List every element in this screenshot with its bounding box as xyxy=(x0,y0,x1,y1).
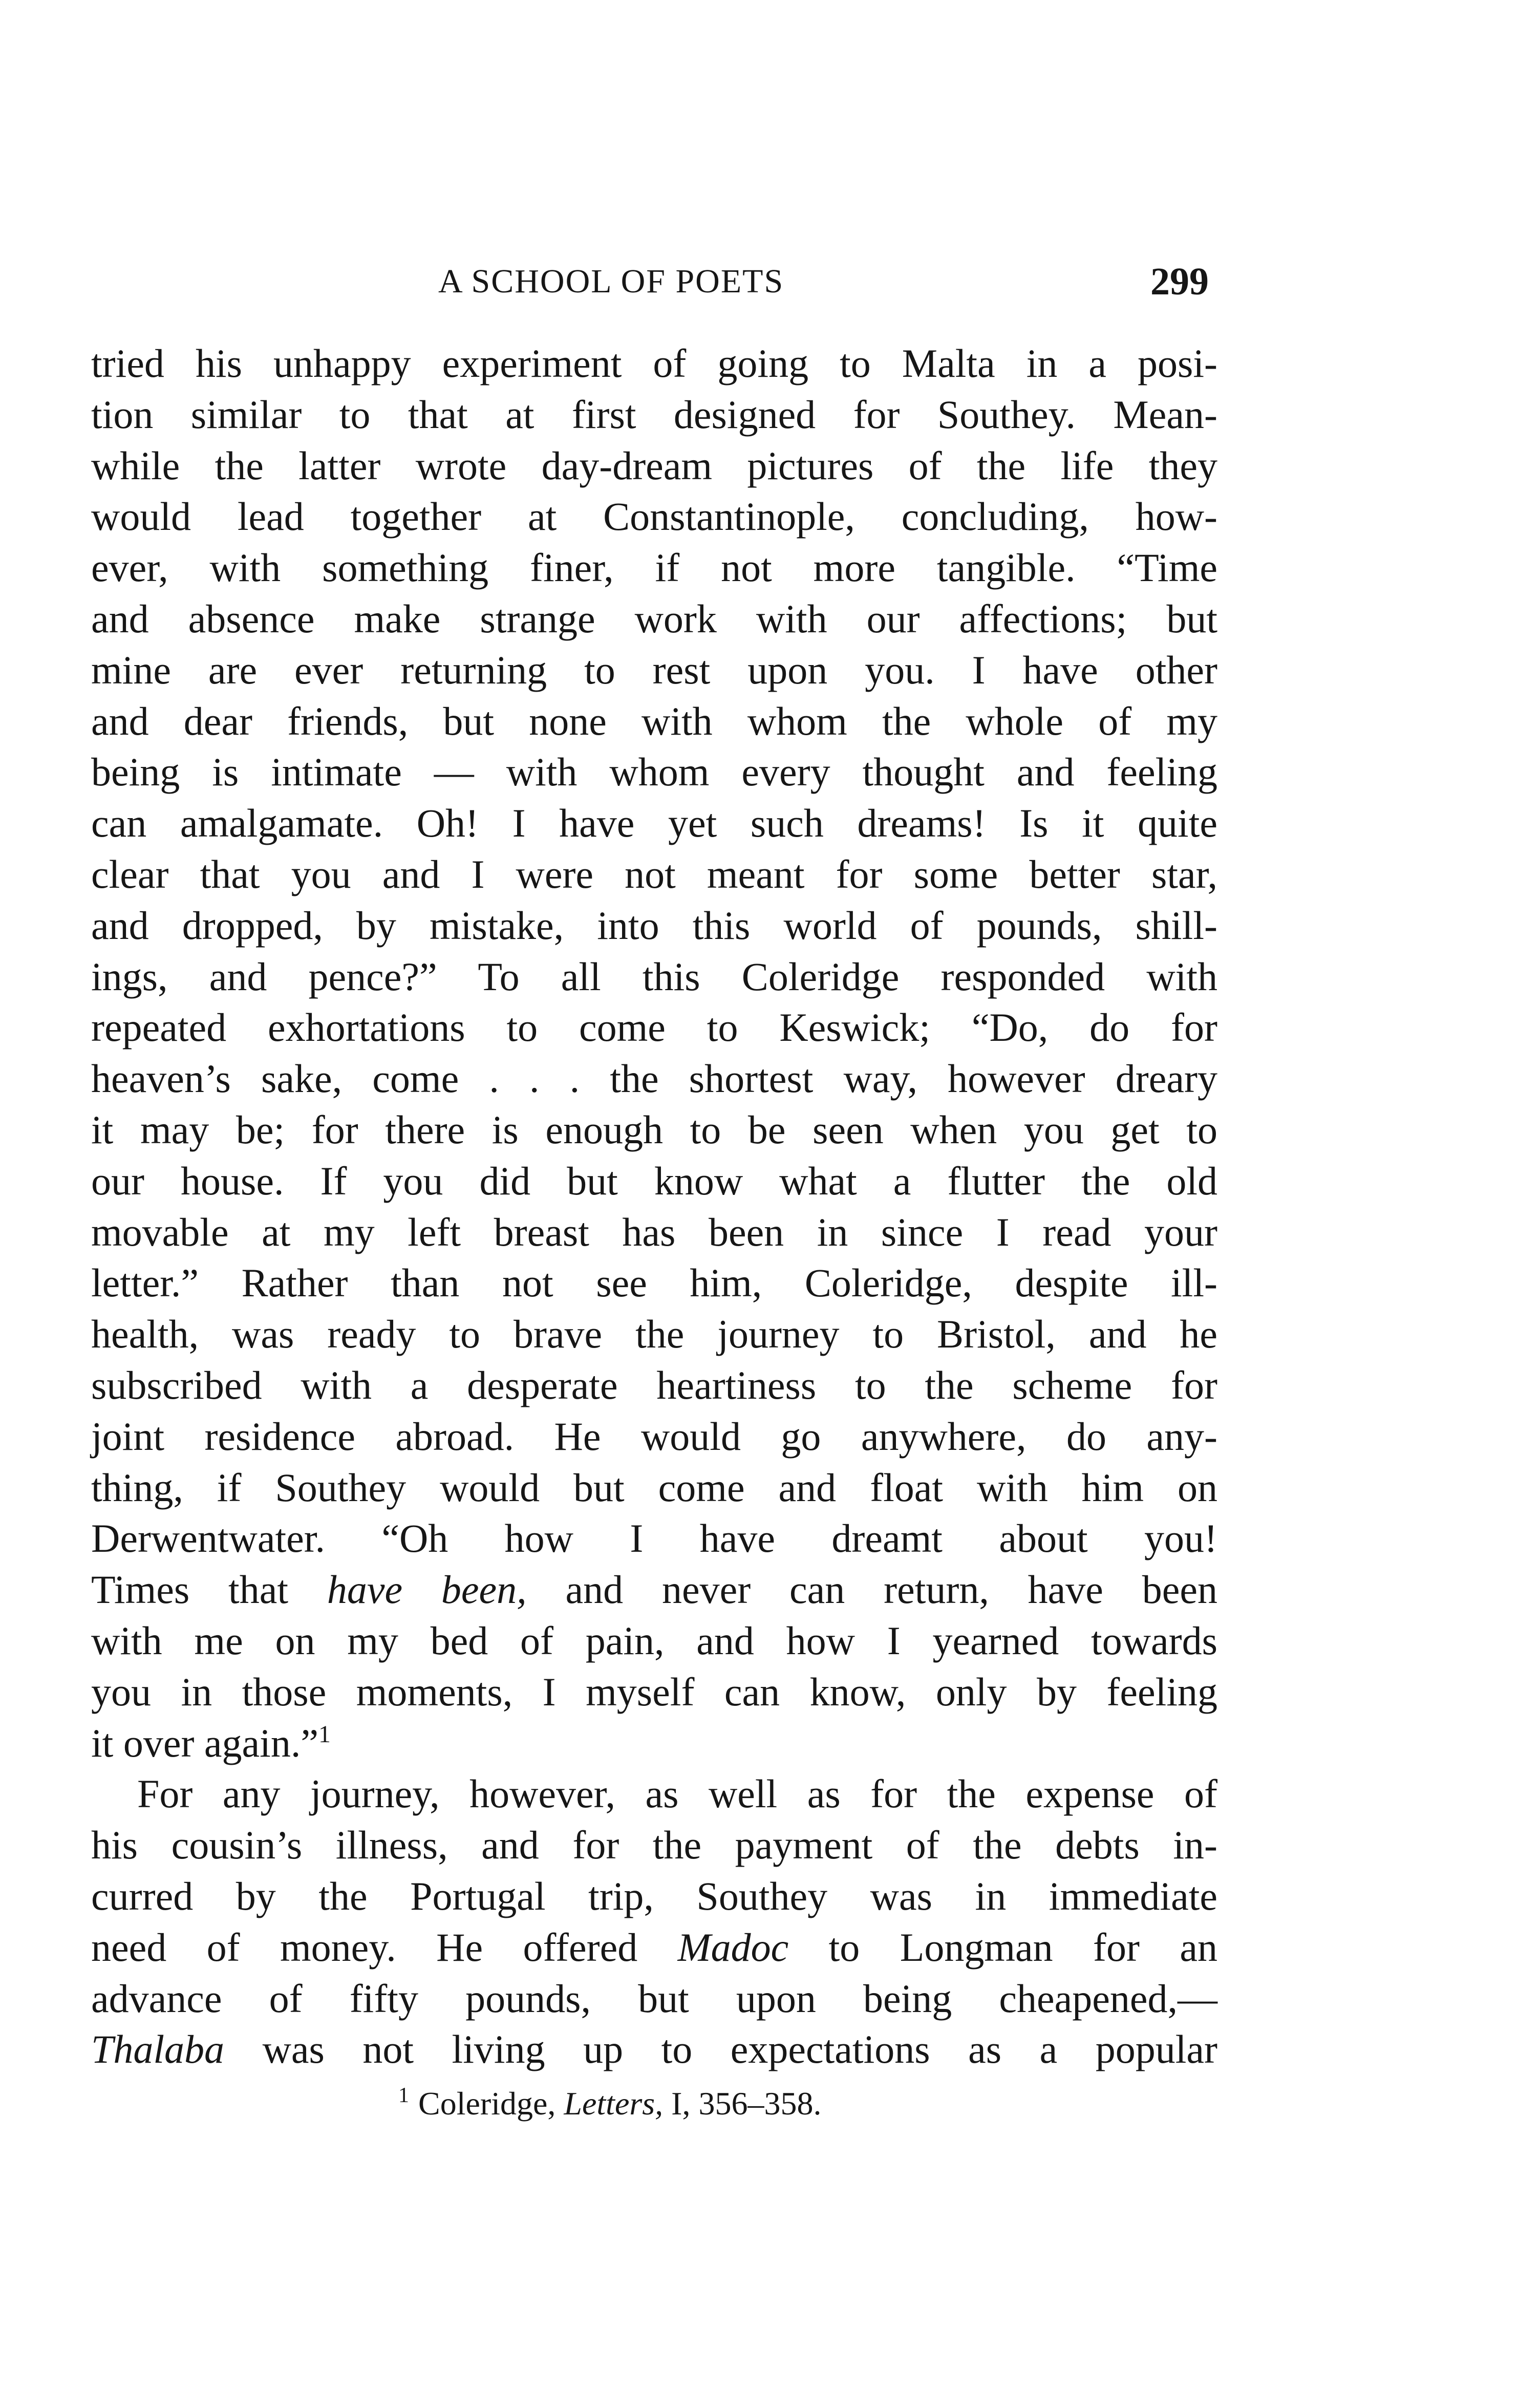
text-line: clear that you and I were not meant for some better star, xyxy=(91,851,1217,896)
footnote-number: 1 xyxy=(398,2084,409,2107)
text-line: joint residence abroad. He would go anywhere, do any- xyxy=(91,1414,1217,1459)
text-line: and dropped, by mistake, into this world of pounds, shill- xyxy=(91,903,1217,948)
text-line xyxy=(91,1564,1217,1615)
text-line: ever, with something finer, if not more tangible. “Time xyxy=(91,545,1217,590)
running-header xyxy=(0,259,1540,305)
italic-text: have been, xyxy=(327,1567,527,1612)
text-line: Derwentwater. “Oh how I have dreamt about you! xyxy=(91,1516,1217,1561)
text-segment: and never can return, have been xyxy=(526,1567,1218,1612)
text-line: can amalgamate. Oh! I have yet such dreams! Is it quite xyxy=(91,801,1217,846)
text-line: subscribed with a desperate heartiness to the scheme for xyxy=(91,1362,1217,1407)
footnote-italic: Letters, xyxy=(564,2085,664,2122)
text-line: letter.” Rather than not see him, Coleridge, despite ill- xyxy=(91,1260,1217,1306)
text-line: you in those moments, I myself can know, only by feeling xyxy=(91,1669,1217,1714)
text-line: curred by the Portugal trip, Southey was in immediate xyxy=(91,1873,1217,1918)
text-line: health, was ready to brave the journey to Bristol, and he xyxy=(91,1312,1217,1357)
text-line xyxy=(91,1718,1217,1769)
text-line: our house. If you did but know what a flutter the old xyxy=(91,1158,1217,1203)
text-line: and absence make strange work with our affections; but xyxy=(91,596,1217,641)
text-line: heaven’s sake, come . . . the shortest way, however dreary xyxy=(91,1056,1217,1101)
text-line: while the latter wrote day-dream pictures of the life they xyxy=(91,443,1217,488)
footnote-text: Coleridge, xyxy=(418,2085,564,2122)
text-segment: to Longman for an xyxy=(788,1924,1217,1970)
text-line: ings, and pence?” To all this Coleridge responded with xyxy=(91,954,1217,999)
italic-text: Madoc xyxy=(677,1924,789,1970)
text-line: it may be; for there is enough to be seen when you get to xyxy=(91,1107,1217,1152)
footnote-reference: 1 xyxy=(318,1720,331,1748)
text-segment: was not living up to expectations as a popular xyxy=(224,2027,1217,2072)
italic-text: Thalaba xyxy=(91,2027,225,2072)
running-title: A SCHOOL OF POETS xyxy=(438,263,784,300)
text-line: with me on my bed of pain, and how I yearned towards xyxy=(91,1618,1217,1663)
text-line: tion similar to that at first designed for Southey. Mean- xyxy=(91,392,1217,437)
text-line: tried his unhappy experiment of going to Malta in a posi- xyxy=(91,341,1217,386)
page-number: 299 xyxy=(1150,260,1209,303)
text-segment: Times that xyxy=(91,1567,327,1612)
body-text xyxy=(91,338,1217,2075)
text-line: being is intimate — with whom every thought and feeling xyxy=(91,750,1217,795)
text-line: would lead together at Constantinople, concluding, how- xyxy=(91,494,1217,539)
text-line: thing, if Southey would but come and float with him on xyxy=(91,1465,1217,1510)
footnote-text: I, 356–358. xyxy=(663,2085,822,2122)
text-line: and dear friends, but none with whom the whole of my xyxy=(91,698,1217,743)
text-line xyxy=(91,2024,1217,2075)
text-line: movable at my left breast has been in since I read your xyxy=(91,1209,1217,1254)
text-line: repeated exhortations to come to Keswick; “Do, do for xyxy=(91,1005,1217,1050)
text-line: mine are ever returning to rest upon you. I have other xyxy=(91,647,1217,692)
text-segment: it over again.” xyxy=(91,1720,318,1765)
text-line: his cousin’s illness, and for the payment of the debts in- xyxy=(91,1823,1217,1868)
text-line: For any journey, however, as well as for the expense of xyxy=(137,1771,1217,1816)
footnote xyxy=(398,2081,821,2127)
text-line: advance of fifty pounds, but upon being cheapened,— xyxy=(91,1976,1217,2021)
text-line xyxy=(91,1922,1217,1973)
text-segment: need of money. He offered xyxy=(91,1924,678,1970)
